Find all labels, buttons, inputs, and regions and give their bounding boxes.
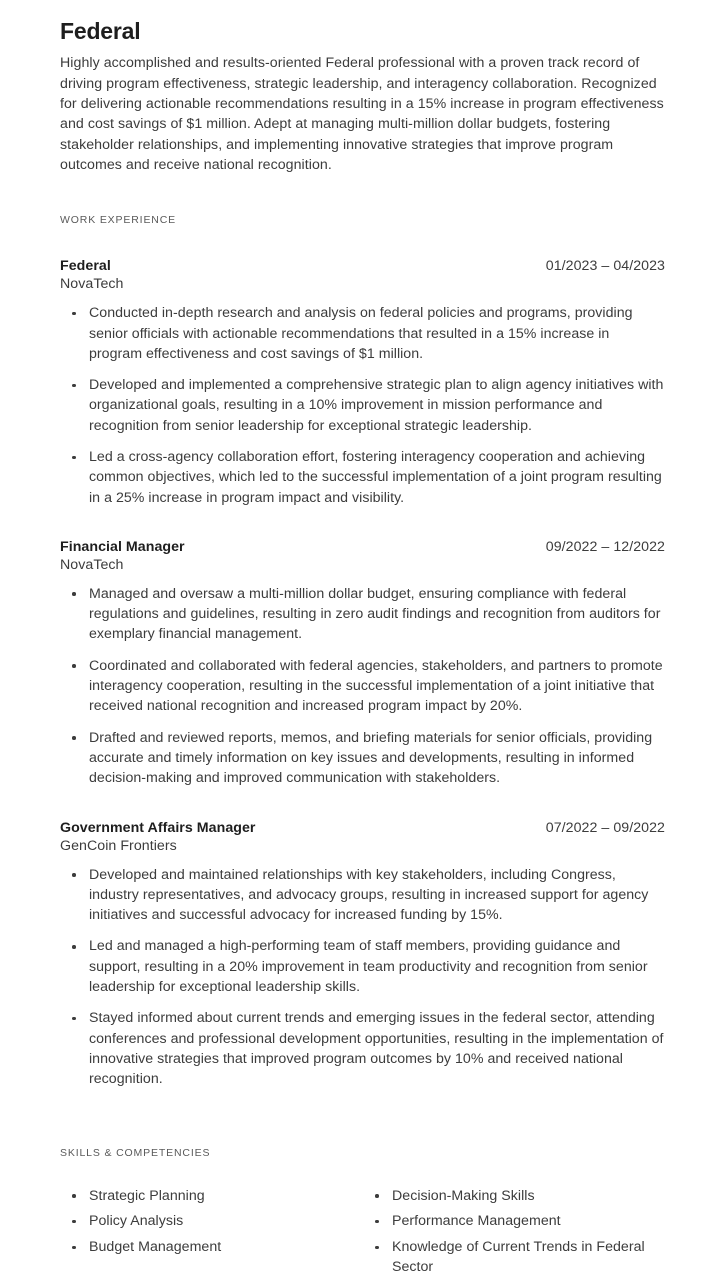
job-list <box>60 258 665 1089</box>
job-entry <box>60 258 665 508</box>
job-bullet: Conducted in-depth research and analysis on federal policies and programs, providing senior officials with actionable recommendations that resulted in a 15% increase in program effectiveness and cost savings of $1 million. <box>60 303 665 364</box>
job-dates: 01/2023 – 04/2023 <box>545 258 665 275</box>
skill-item: Decision-Making Skills <box>363 1186 666 1206</box>
skill-item: Knowledge of Current Trends in Federal Sector <box>363 1237 666 1278</box>
professional-summary: Highly accomplished and results-oriented Federal professional with a proven track record of driving program effectiveness, strategic leadership, and interagency collaboration. Recognized for delivering actionable recommendations resulting in a 15% increase in program effectiveness and cost savings of $1 million. Adept at managing multi-million dollar budgets, fostering stakeholder relationships, and implementing innovative strategies that improve program outcomes and receive national recognition. <box>60 55 664 173</box>
job-dates: 09/2022 – 12/2022 <box>545 538 665 555</box>
job-entry <box>60 820 665 1090</box>
page-title: Federal <box>60 18 141 44</box>
job-header <box>60 820 665 836</box>
job-bullet-list <box>60 865 665 1090</box>
job-bullet: Coordinated and collaborated with federal agencies, stakeholders, and partners to promote interagency cooperation, resulting in the successful implementation of a joint initiative that received national recognition and increased program impact by 20%. <box>60 656 665 717</box>
job-bullet: Stayed informed about current trends and emerging issues in the federal sector, attending conferences and professional development opportunities, resulting in the implementation of innovative strategies that improved program outcomes by 10% and received national recognition. <box>60 1008 665 1089</box>
job-title: Financial Manager <box>60 538 185 555</box>
skills-section <box>60 1147 665 1283</box>
job-bullet: Led and managed a high-performing team of staff members, providing guidance and support, resulting in a 20% improvement in team productivity and recognition from senior leadership for exceptional leadership skills. <box>60 936 665 997</box>
job-bullet: Developed and maintained relationships with key stakeholders, including Congress, industry representatives, and advocacy groups, resulting in increased support for agency initiatives and successful advocacy for increased funding by 15%. <box>60 865 665 926</box>
work-experience-section <box>60 214 665 1089</box>
job-header <box>60 258 665 274</box>
skill-item: Strategic Planning <box>60 1186 363 1206</box>
skills-heading: SKILLS & COMPETENCIES <box>60 1146 211 1159</box>
job-bullet: Drafted and reviewed reports, memos, and briefing materials for senior officials, providing accurate and timely information on key issues and developments, resulting in informed decision-making and improved communication with stakeholders. <box>60 728 665 789</box>
skills-column-right <box>363 1186 666 1283</box>
skills-column-left <box>60 1186 363 1283</box>
job-title: Government Affairs Manager <box>60 819 256 836</box>
skill-list <box>363 1186 666 1278</box>
job-bullet-list <box>60 303 665 508</box>
skill-item: Performance Management <box>363 1211 666 1231</box>
job-bullet-list <box>60 584 665 789</box>
job-bullet: Developed and implemented a comprehensive strategic plan to align agency initiatives with organizational goals, resulting in a 10% improvement in mission performance and recognition from senior leadership for exceptional strategic leadership. <box>60 375 665 436</box>
job-entry <box>60 539 665 789</box>
job-header <box>60 539 665 555</box>
job-company: NovaTech <box>60 276 124 293</box>
job-bullet: Managed and oversaw a multi-million dollar budget, ensuring compliance with federal regulations and guidelines, resulting in zero audit findings and recognition from auditors for exemplary financial management. <box>60 584 665 645</box>
skill-item: Budget Management <box>60 1237 363 1257</box>
job-dates: 07/2022 – 09/2022 <box>545 819 665 836</box>
skills-grid <box>60 1186 665 1283</box>
skill-list <box>60 1186 363 1258</box>
job-title: Federal <box>60 258 111 275</box>
skill-item: Policy Analysis <box>60 1211 363 1231</box>
work-experience-heading: WORK EXPERIENCE <box>60 214 177 227</box>
job-company: NovaTech <box>60 556 124 573</box>
job-company: GenCoin Frontiers <box>60 837 177 854</box>
job-bullet: Led a cross-agency collaboration effort, fostering interagency cooperation and achieving common objectives, which led to the successful implementation of a joint program resulting in a 25% increase in program impact and visibility. <box>60 447 665 508</box>
